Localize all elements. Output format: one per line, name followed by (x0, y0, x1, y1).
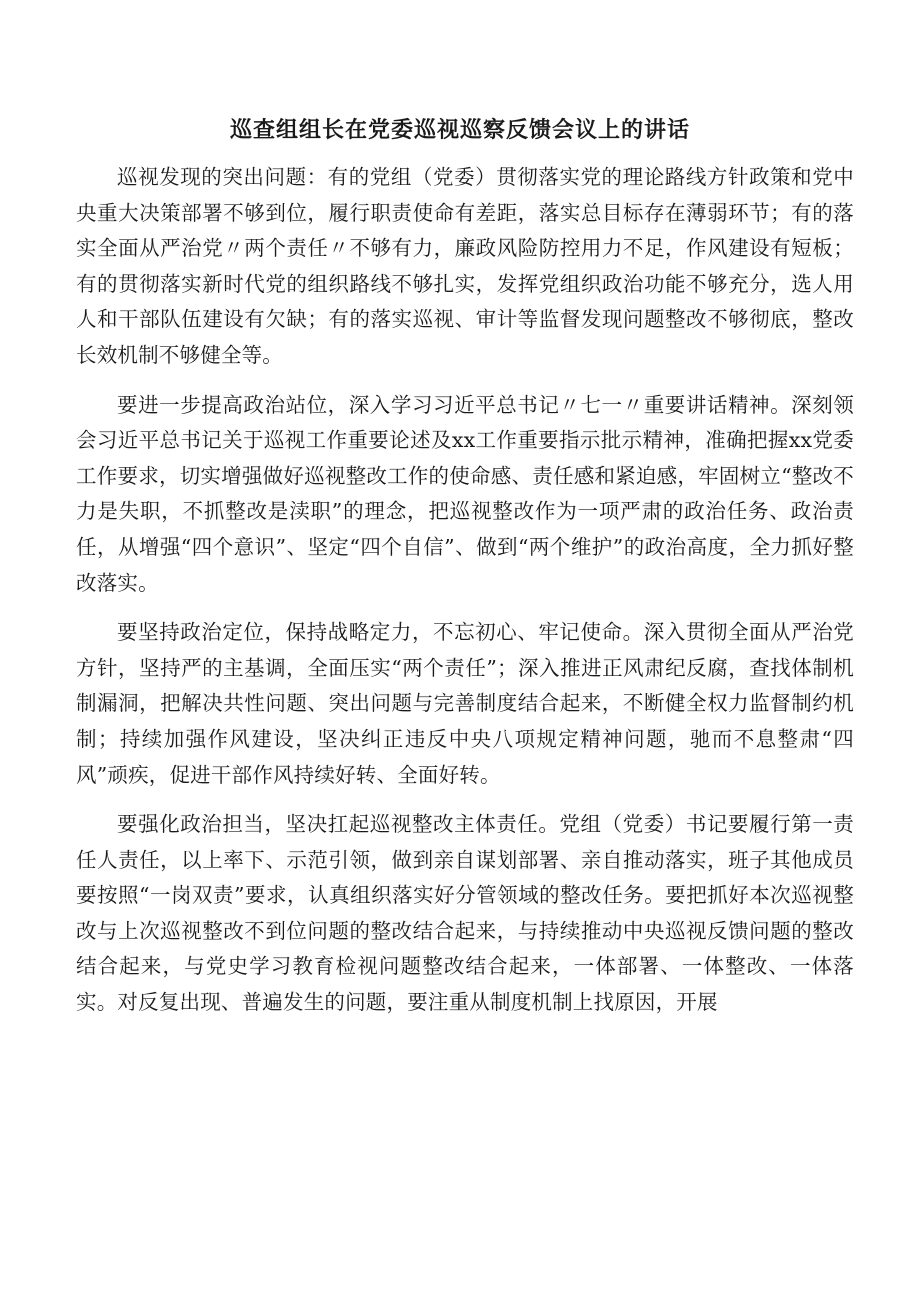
paragraph-political-positioning: 要坚持政治定位，保持战略定力，不忘初心、牢记使命。深入贯彻全面从严治党方针，坚持严的主基调，全面压实“两个责任”；深入推进正风肃纪反腐，查找体制机制漏洞，把解决共性问题、突出问题与完善制度结合起来，不断健全权力监督制约机制；持续加强作风建设，坚决纠正违反中央八项规定精神问题，驰而不息整肃“四风”顽疾，促进干部作风持续好转、全面好转。 (76, 620, 854, 787)
document-body (76, 160, 854, 1035)
paragraph-political-standing: 要进一步提高政治站位，深入学习习近平总书记〃七一〃重要讲话精神。深刻领会习近平总书记关于巡视工作重要论述及xx工作重要指示批示精神，准确把握xx党委工作要求，切实增强做好巡视整改工作的使命感、责任感和紧迫感，牢固树立“整改不力是失职，不抓整改是渎职”的理念，把巡视整改作为一项严肃的政治任务、政治责任，从增强“四个意识”、坚定“四个自信”、做到“两个维护”的政治高度，全力抓好整改落实。 (76, 392, 854, 595)
paragraph-political-responsibility: 要强化政治担当，坚决扛起巡视整改主体责任。党组（党委）书记要履行第一责任人责任，以上率下、示范引领，做到亲自谋划部署、亲自推动落实，班子其他成员要按照“一岗双责”要求，认真组织落实好分管领域的整改任务。要把抓好本次巡视整改与上次巡视整改不到位问题的整改结合起来，与持续推动中央巡视反馈问题的整改结合起来，与党史学习教育检视问题整改结合起来，一体部署、一体整改、一体落实。对反复出现、普遍发生的问题，要注重从制度机制上找原因，开展 (76, 812, 854, 1015)
document-title: 巡查组组长在党委巡视巡察反馈会议上的讲话 (229, 118, 690, 143)
paragraph-problems: 巡视发现的突出问题：有的党组（党委）贯彻落实党的理论路线方针政策和党中央重大决策部署不够到位，履行职责使命有差距，落实总目标存在薄弱环节；有的落实全面从严治党〃两个责任〃不够有力，廉政风险防控用力不足，作风建设有短板；有的贯彻落实新时代党的组织路线不够扎实，发挥党组织政治功能不够充分，选人用人和干部队伍建设有欠缺；有的落实巡视、审计等监督发现问题整改不够彻底，整改长效机制不够健全等。 (76, 165, 854, 367)
